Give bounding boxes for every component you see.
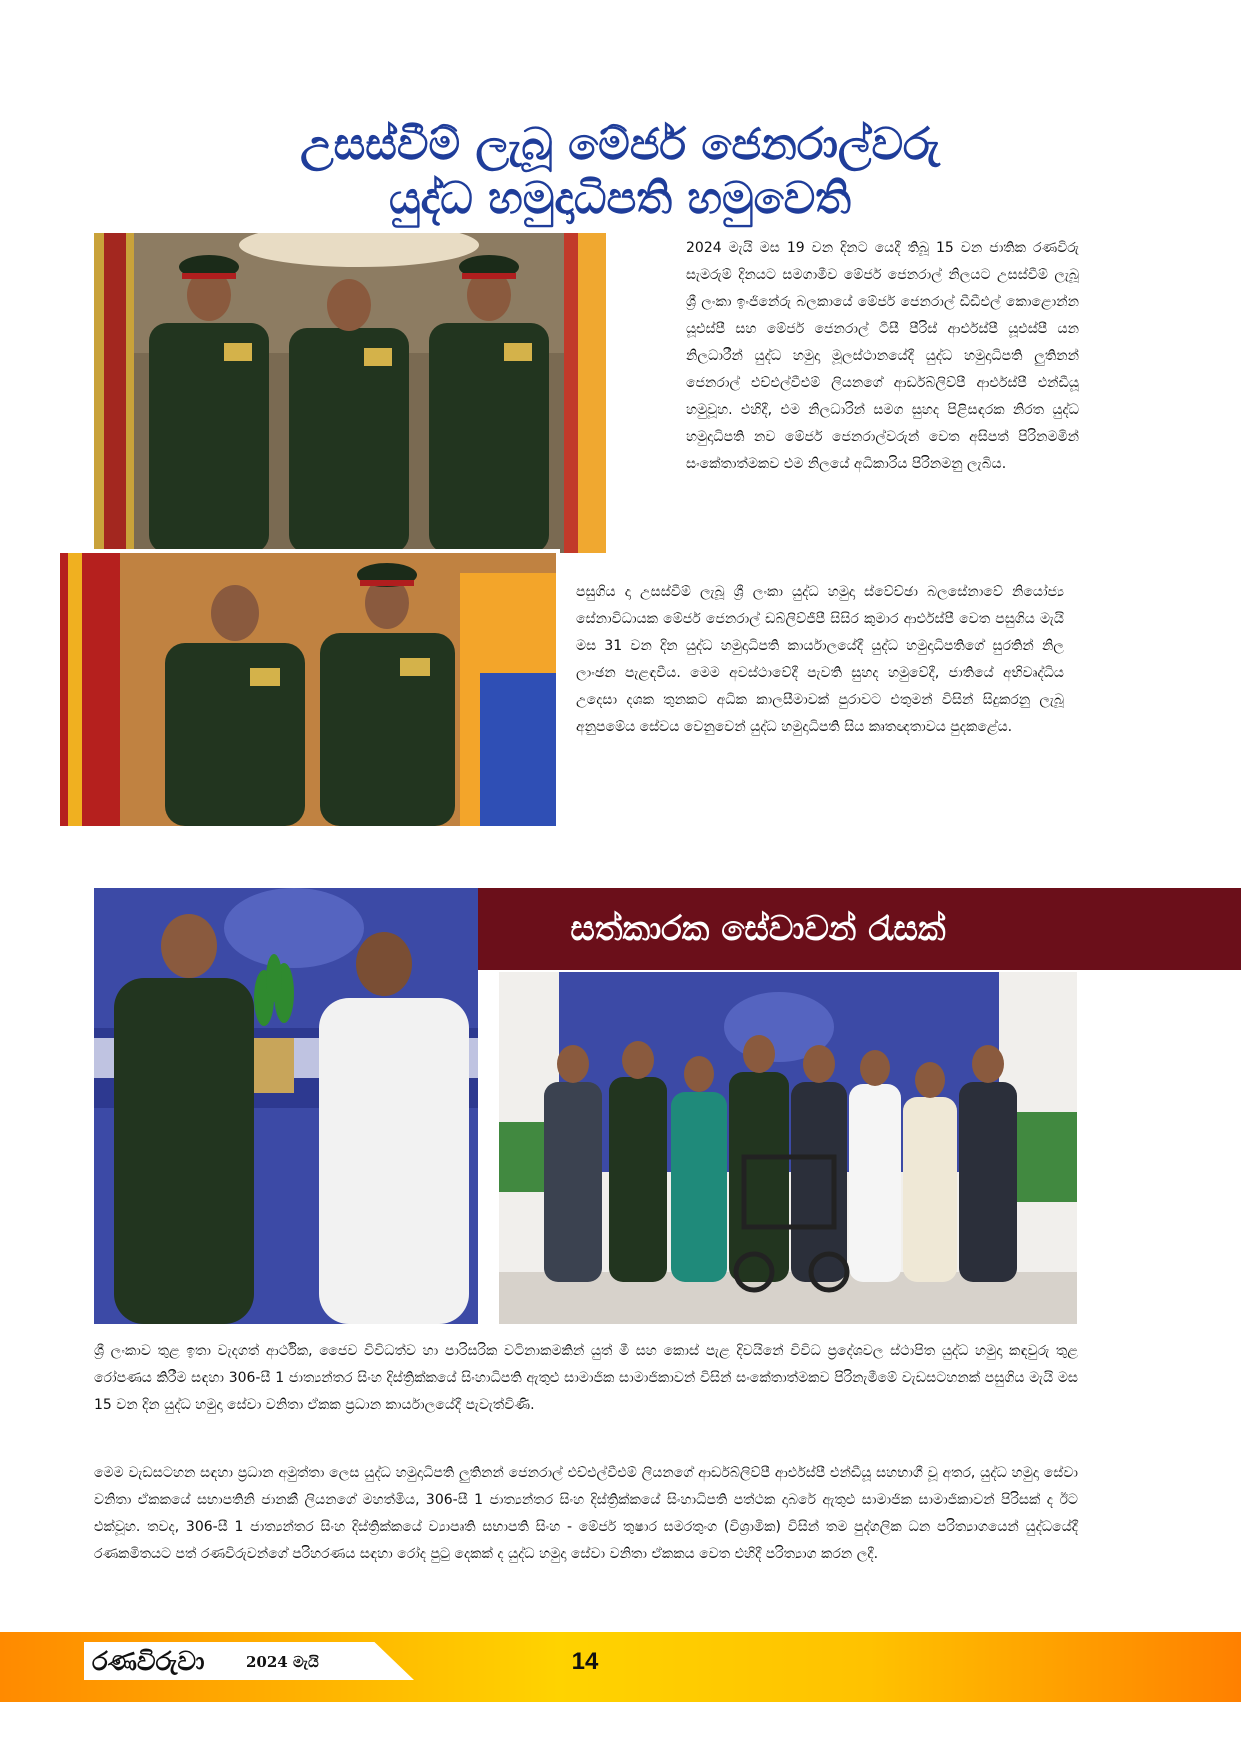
issue-date: 2024 මැයි [246, 1653, 319, 1671]
photo-three-officers [94, 233, 606, 553]
article-headline [200, 118, 1040, 226]
article2-paragraph-2: මෙම වැඩසටහන සඳහා ප්‍රධාන අමුත්තා ලෙස යුද්ධ හමුදාධිපති ලුතිනන් ජෙනරාල් එච්එල්වීඑම් ලියනගේ ආර්ඩබ්ලිව්පී ආර්එස්පී එන්ඩීයූ සහභාගී වූ අතර, යුද්ධ හමුදා සේවා වනිතා ඒකකයේ සභාපතිනි ජානකී ලියනගේ මහත්මිය, 306-සී 1 ජාත්‍යන්තර සිංහ දිස්ත්‍රික්කයේ සිංහාධිපති පත්ථක දාබරේ ඇතුළු සාමාජික සාමාජිකාවන් පිරිසක් ද ඊට එක්වූහ. තවද, 306-සී 1 ජාත්‍යන්තර සිංහ දිස්ත්‍රික්කයේ ව්‍යාපෘති සභාපති සිංහ - මේජර් තුෂාර සමරතුංග (විශ්‍රාමික) විසින් තම පුද්ගලික ධන පරිත්‍යාගයෙන් යුද්ධයේදී රණකමිතයට පත් රණවිරුවන්ගේ පරිහරණය සඳහා රෝද පුටු දෙකක් ද යුද්ධ හමුදා සේවා වනිතා ඒකකය වෙත එහිදී පරිත්‍යාග කරන ලදී. [94, 1465, 1079, 1562]
headline-line-1: උසස්වීම් ලැබූ මේජර් ජෙනරාල්වරු [300, 119, 940, 170]
section-title: සත්කාරක සේවාවන් රැසක් [570, 909, 946, 949]
photo-group-wheelchair [499, 972, 1077, 1324]
page-number: 14 [571, 1648, 599, 1675]
photo-two-officers [60, 549, 560, 826]
article1-paragraph-2: පසුගිය දා උසස්වීම් ලැබූ ශ්‍රී ලංකා යුද්ධ හමුදා ස්වේච්ඡා බලසේනාවේ නියෝජ්‍ය සේනාවිධායක මේජර් ජෙනරාල් ඩබ්ලිව්ජීපී සිසිර කුමාර ආර්එස්පී වෙත පසුගිය මැයි මස 31 වන දින යුද්ධ හමුදාධිපති කාර්යාලයේදී යුද්ධ හමුදාධිපතිගේ සුරතින් නිල ලාංඡන පැළඳවීය. මෙම අවස්ථාවේදී පැවති සුහද හමුවේදී, ජාතියේ අභිවෘද්ධිය උදෙසා දශක තුනකට අධික කාලසීමාවක් පුරාවට එතුමන් විසින් සිදුකරනු ලැබූ අනුපමේය සේවය වෙනුවෙන් යුද්ධ හමුදාධිපති සිය කෘතඥතාවය පුදකළේය. [576, 584, 1064, 735]
headline-line-2: යුද්ධ හමුදාධිපති හමුවෙති [389, 173, 851, 224]
photo-plant-handover [94, 888, 478, 1324]
magazine-name: රණවිරුවා [92, 1647, 205, 1677]
article2-paragraph-1: ශ්‍රී ලංකාව තුළ ඉතා වැදගත් ආර්ථික, ජෛව විවිධත්ව හා පාරිසරික වටිනාකමකින් යුත් මී සහ කොස් පැළ දිවයිනේ විවිධ ප්‍රදේශවල ස්ථාපිත යුද්ධ හමුදා කඳවුරු තුළ රෝපණය කිරීම සඳහා 306-සී 1 ජාත්‍යන්තර සිංහ දිස්ත්‍රික්කයේ සිංහාධිපති ඇතුළු සාමාජික සාමාජිකාවන් විසින් සංකේතාත්මකව පිරිනැමීමේ වැඩසටහනක් පසුගිය මැයි මස 15 වන දින යුද්ධ හමුදා සේවා වනිතා ඒකක ප්‍රධාන කාර්යාලයේදී පැවැත්විණි. [94, 1343, 1078, 1413]
article1-paragraph-1: 2024 මැයි මස 19 වන දිනට යෙදී තිබූ 15 වන ජාතික රණවිරු සැමරුම් දිනයට සමගාමීව මේජර් ජෙනරාල් නිලයට උසස්වීම් ලැබූ ශ්‍රී ලංකා ඉංජිනේරු බලකායේ මේජර් ජෙනරාල් ඩීඩීඑල් කොළොන්න යූඑස්පී සහ මේජර් ජෙනරාල් ටීසී පීරිස් ආර්එස්පී යූඑස්පී යන නිලධාරීන් යුද්ධ හමුදා මූලස්ථානයේදී යුද්ධ හමුදාධිපති ලුතිනන් ජෙනරාල් එච්එල්වීඑම් ලියනගේ ආර්ඩබ්ලිව්පී ආර්එස්පී එන්ඩීයූ හමුවූහ. එහිදී, එම නිලධාරින් සමග සුහද පිළිසඳරක නිරත යුද්ධ හමුදාධිපති නව මේජර් ජෙනරාල්වරුන් වෙත අසිපත් පිරිනමමින් සංකේතාත්මකව එම නිලයේ අධිකාරිය පිරිනමනු ලැබිය. [686, 240, 1079, 472]
